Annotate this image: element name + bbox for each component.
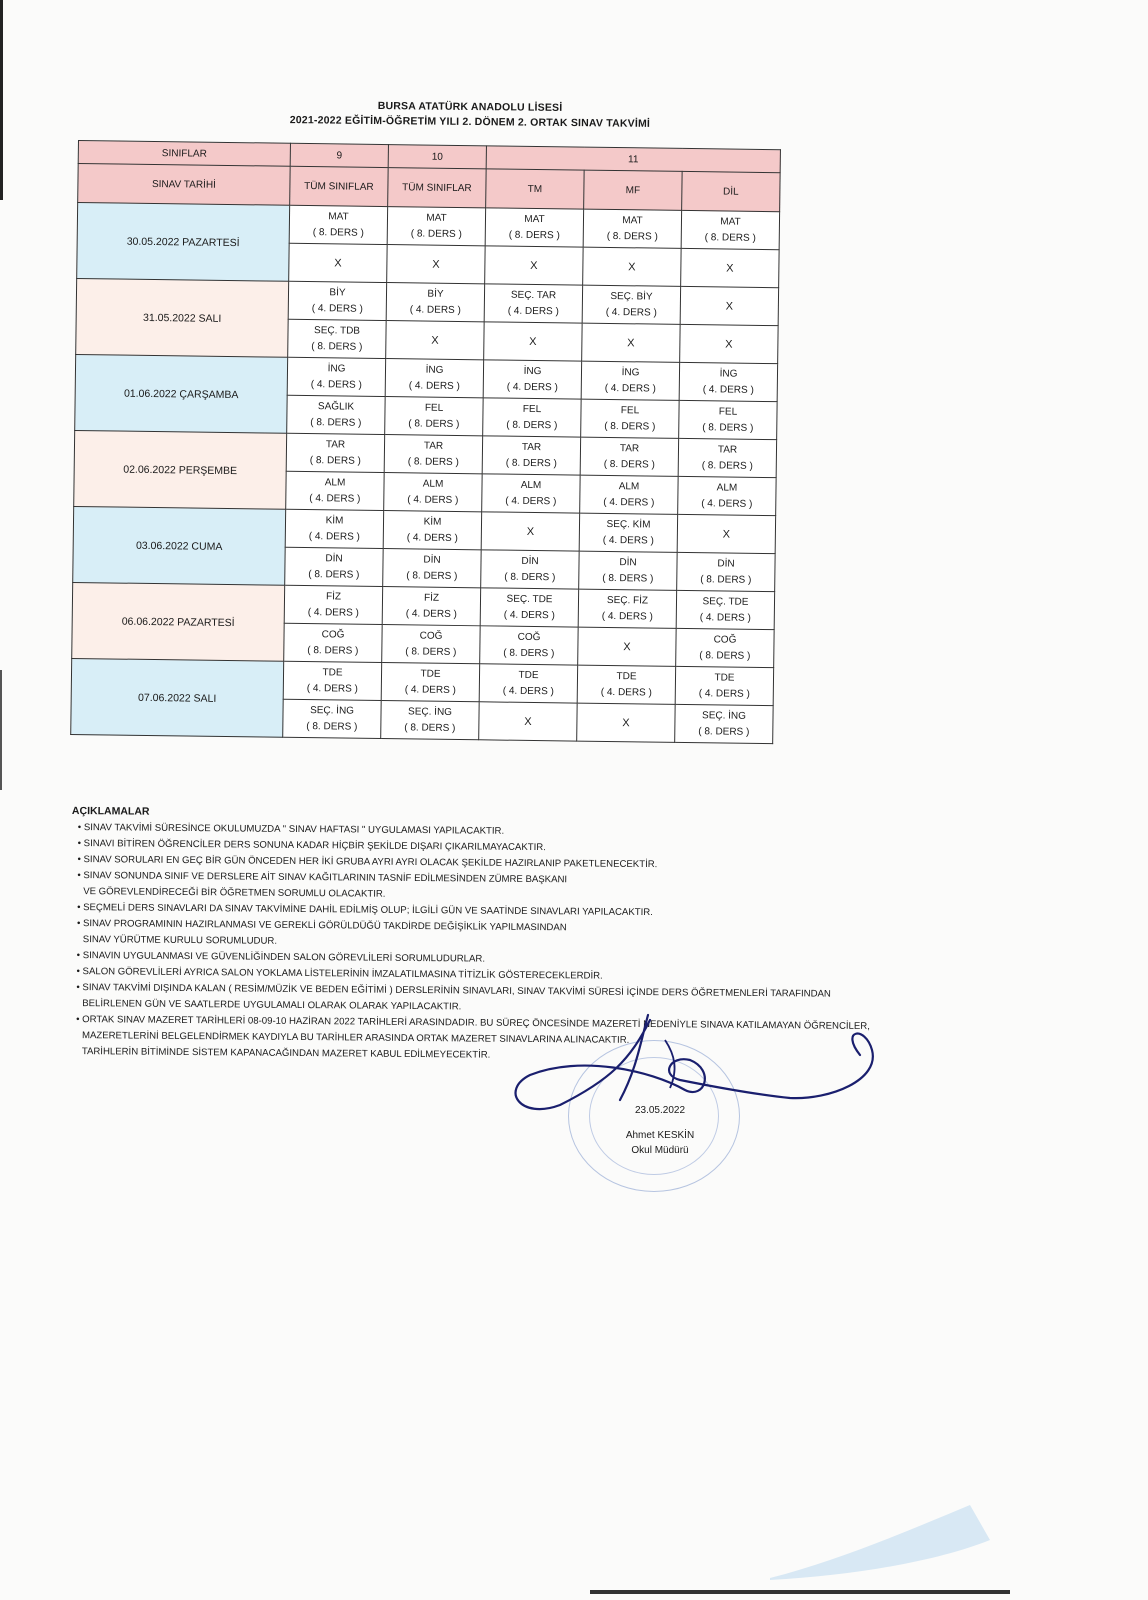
exam-cell: SEÇ. İNG ( 8. DERS ) bbox=[381, 701, 479, 740]
document-header bbox=[140, 97, 800, 134]
exam-cell: İNG ( 4. DERS ) bbox=[679, 362, 777, 401]
bullet-icon: • bbox=[76, 950, 83, 962]
scan-smudge bbox=[760, 1500, 1000, 1580]
exam-cell: TDE ( 4. DERS ) bbox=[381, 663, 479, 702]
exam-cell: İNG ( 4. DERS ) bbox=[483, 360, 581, 399]
exam-cell: SEÇ. TAR ( 4. DERS ) bbox=[484, 284, 582, 323]
exam-cell: COĞ ( 8. DERS ) bbox=[284, 623, 382, 662]
note-line: MAZERETLERİNİ BELGELENDİRMEK KAYDIYLA BU TARİHLER ARASINDA ORTAK MAZERET SINAVLARINA ALINACAKTIR. bbox=[81, 1030, 630, 1046]
bullet-icon: • bbox=[77, 838, 84, 850]
exam-cell: İNG ( 4. DERS ) bbox=[287, 357, 385, 396]
exam-cell: X bbox=[386, 321, 484, 360]
note-line: TARİHLERİN BİTİMİNDE SİSTEM KAPANACAĞINDAN MAZERET KABUL EDİLMEYECEKTİR. bbox=[81, 1046, 491, 1061]
exam-cell: MAT ( 8. DERS ) bbox=[485, 208, 583, 247]
exam-cell: X bbox=[582, 323, 680, 362]
exam-cell: X bbox=[578, 627, 676, 666]
bullet-icon: • bbox=[76, 982, 83, 994]
col-header: MF bbox=[584, 170, 683, 210]
exam-cell: TDE ( 4. DERS ) bbox=[577, 665, 675, 704]
exam-cell: MAT ( 8. DERS ) bbox=[387, 207, 485, 246]
exam-date-cell: 31.05.2022 SALI bbox=[76, 278, 289, 357]
note-line: SINAV SORULARI EN GEÇ BİR GÜN ÖNCEDEN HER İKİ GRUBA AYRI AYRI OLACAK ŞEKİLDE HAZIRLANIP PAKETLENECEKTİR. bbox=[83, 854, 658, 871]
exam-cell: MAT ( 8. DERS ) bbox=[583, 209, 681, 248]
exam-cell: COĞ ( 8. DERS ) bbox=[480, 626, 578, 665]
exam-date-cell: 02.06.2022 PERŞEMBE bbox=[74, 430, 287, 509]
exam-cell: DİN ( 8. DERS ) bbox=[677, 552, 775, 591]
exam-cell: DİN ( 8. DERS ) bbox=[481, 550, 579, 589]
corner-exam-date: SINAV TARİHİ bbox=[78, 164, 290, 206]
scan-bottom-edge bbox=[590, 1590, 1010, 1594]
exam-cell: DİN ( 8. DERS ) bbox=[285, 547, 383, 586]
exam-schedule bbox=[70, 140, 780, 744]
note-line: BELİRLENEN GÜN VE SAATLERDE UYGULAMALI OLARAK OLARAK YAPILACAKTIR. bbox=[82, 998, 462, 1013]
note-line: SINAV PROGRAMININ HAZIRLANMASI VE GEREKLİ GÖRÜLDÜĞÜ TAKDİRDE DEĞİŞİKLİK YAPILMASINDAN bbox=[82, 918, 567, 934]
exam-cell: X bbox=[479, 702, 577, 741]
schedule-title: 2021-2022 EĞİTİM-ÖĞRETİM YILI 2. DÖNEM 2. ORTAK SINAV TAKVİMİ bbox=[289, 114, 651, 130]
exam-cell: FİZ ( 4. DERS ) bbox=[284, 585, 382, 624]
exam-cell: ALM ( 4. DERS ) bbox=[384, 473, 482, 512]
exam-cell: X bbox=[481, 512, 579, 551]
bullet-icon: • bbox=[77, 822, 84, 834]
exam-cell: FEL ( 8. DERS ) bbox=[679, 400, 777, 439]
note-line: SINAVI BİTİREN ÖĞRENCİLER DERS SONUNA KADAR HİÇBİR ŞEKİLDE DIŞARI ÇIKARILMAYACAKTIR. bbox=[83, 838, 546, 854]
corner-classes: SINIFLAR bbox=[78, 141, 290, 167]
bullet-icon: • bbox=[76, 966, 83, 978]
exam-cell: X bbox=[577, 703, 675, 742]
exam-cell: X bbox=[680, 286, 778, 325]
grade-9-header: 9 bbox=[290, 143, 388, 167]
explanations-title: AÇIKLAMALAR bbox=[71, 805, 150, 818]
exam-cell: SEÇ. KİM ( 4. DERS ) bbox=[579, 513, 677, 552]
note-line: ORTAK SINAV MAZERET TARİHLERİ 08-09-10 HAZİRAN 2022 TARİHLERİ ARASINDADIR. BU SÜREÇ ÖNCESİNDE MAZERETİ NEDENİYLE SINAVA KATILAMAYAN ÖĞRENCİLER, bbox=[82, 1014, 870, 1032]
bullet-icon: • bbox=[77, 854, 84, 866]
note-line: SINAV TAKVİMİ DIŞINDA KALAN ( RESİM/MÜZİK VE BEDEN EĞİTİMİ ) DERSLERİNİN SINAVLARI, SINAV TAKVİMİ SÜRESİ İÇİNDE DERS ÖĞRETMENLERİ TARAFINDAN bbox=[82, 982, 831, 1000]
note-line: VE GÖREVLENDİRECEĞİ BİR ÖĞRETMEN SORUMLU OLACAKTIR. bbox=[83, 886, 386, 900]
signature-block bbox=[600, 1103, 720, 1158]
table-row bbox=[73, 506, 775, 553]
exam-cell: ALM ( 4. DERS ) bbox=[482, 474, 580, 513]
exam-cell: FEL ( 8. DERS ) bbox=[483, 398, 581, 437]
table-row bbox=[71, 658, 773, 705]
exam-cell: X bbox=[583, 247, 681, 286]
bullet-icon: • bbox=[76, 918, 84, 930]
exam-cell: COĞ ( 8. DERS ) bbox=[382, 625, 480, 664]
scan-left-edge bbox=[0, 670, 2, 790]
school-name: BURSA ATATÜRK ANADOLU LİSESİ bbox=[377, 100, 563, 114]
note-line: SALON GÖREVLİLERİ AYRICA SALON YOKLAMA LİSTELERİNİN İMZALATILMASINA TİTİZLİK GÖSTERECEKLERDİR. bbox=[82, 966, 603, 982]
grade-10-header: 10 bbox=[388, 145, 486, 169]
exam-cell: KİM ( 4. DERS ) bbox=[383, 511, 481, 550]
exam-cell: ALM ( 4. DERS ) bbox=[678, 476, 776, 515]
exam-date-cell: 03.06.2022 CUMA bbox=[73, 506, 286, 585]
exam-cell: SEÇ. BİY ( 4. DERS ) bbox=[582, 285, 680, 324]
col-header: DİL bbox=[682, 171, 781, 211]
exam-cell: BİY ( 4. DERS ) bbox=[288, 281, 386, 320]
schedule-body bbox=[71, 203, 780, 744]
table-row bbox=[77, 203, 779, 250]
col-header: TÜM SINIFLAR bbox=[290, 166, 389, 206]
exam-date-cell: 07.06.2022 SALI bbox=[71, 658, 284, 737]
col-header: TÜM SINIFLAR bbox=[388, 168, 487, 208]
note-line: SINAV TAKVİMİ SÜRESİNCE OKULUMUZDA " SINAV HAFTASI " UYGULAMASI YAPILACAKTIR. bbox=[83, 822, 505, 837]
table-row bbox=[74, 430, 776, 477]
exam-cell: İNG ( 4. DERS ) bbox=[581, 361, 679, 400]
exam-cell: SEÇ. İNG ( 8. DERS ) bbox=[283, 699, 381, 738]
exam-cell: ALM ( 4. DERS ) bbox=[580, 475, 678, 514]
note-line: SEÇMELİ DERS SINAVLARI DA SINAV TAKVİMİNE DAHİL EDİLMİŞ OLUP; İLGİLİ GÜN VE SAATİNDE SINAVLARI YAPILACAKTIR. bbox=[83, 902, 653, 919]
exam-cell: MAT ( 8. DERS ) bbox=[681, 210, 779, 249]
table-row bbox=[72, 582, 774, 629]
exam-cell: BİY ( 4. DERS ) bbox=[386, 283, 484, 322]
exam-cell: X bbox=[485, 246, 583, 285]
exam-date-cell: 30.05.2022 PAZARTESİ bbox=[77, 203, 290, 282]
signature-date: 23.05.2022 bbox=[634, 1105, 686, 1116]
exam-cell: TAR ( 8. DERS ) bbox=[286, 433, 384, 472]
exam-cell: FEL ( 8. DERS ) bbox=[581, 399, 679, 438]
exam-cell: TDE ( 4. DERS ) bbox=[675, 666, 773, 705]
exam-cell: FİZ ( 4. DERS ) bbox=[382, 587, 480, 626]
principal-title: Okul Müdürü bbox=[631, 1145, 689, 1156]
exam-cell: ALM ( 4. DERS ) bbox=[286, 471, 384, 510]
exam-cell: X bbox=[680, 324, 778, 363]
exam-cell: TAR ( 8. DERS ) bbox=[384, 435, 482, 474]
col-header: TM bbox=[486, 169, 585, 209]
exam-cell: SEÇ. FİZ ( 4. DERS ) bbox=[578, 589, 676, 628]
exam-cell: MAT ( 8. DERS ) bbox=[289, 205, 387, 244]
bullet-icon: • bbox=[77, 870, 84, 882]
scan-left-edge bbox=[0, 0, 3, 200]
exam-cell: X bbox=[677, 514, 775, 553]
note-line: SINAV SONUNDA SINIF VE DERSLERE AİT SINAV KAĞITLARININ TASNİF EDİLMESİNDEN ZÜMRE BAŞKANI bbox=[83, 870, 568, 886]
bullet-icon: • bbox=[77, 902, 84, 914]
table-row bbox=[75, 354, 777, 401]
exam-cell: TDE ( 4. DERS ) bbox=[479, 664, 577, 703]
exam-cell: TAR ( 8. DERS ) bbox=[482, 436, 580, 475]
exam-cell: İNG ( 4. DERS ) bbox=[385, 359, 483, 398]
exam-date-cell: 01.06.2022 ÇARŞAMBA bbox=[75, 354, 288, 433]
exam-cell: DİN ( 8. DERS ) bbox=[579, 551, 677, 590]
note-line: SINAV YÜRÜTME KURULU SORUMLUDUR. bbox=[82, 934, 278, 947]
exam-cell: KİM ( 4. DERS ) bbox=[285, 509, 383, 548]
schedule-table bbox=[70, 140, 781, 744]
exam-cell: X bbox=[484, 322, 582, 361]
principal-name: Ahmet KESKİN bbox=[625, 1130, 695, 1141]
exam-cell: FEL ( 8. DERS ) bbox=[385, 397, 483, 436]
exam-cell: COĞ ( 8. DERS ) bbox=[676, 628, 774, 667]
principal-signature bbox=[500, 1000, 900, 1120]
note-line: SINAVIN UYGULANMASI VE GÜVENLİĞİNDEN SALON GÖREVLİLERİ SORUMLUDURLAR. bbox=[82, 950, 486, 965]
exam-cell: X bbox=[681, 248, 779, 287]
exam-date-cell: 06.06.2022 PAZARTESİ bbox=[72, 582, 285, 661]
exam-cell: SEÇ. TDB ( 8. DERS ) bbox=[288, 319, 386, 358]
exam-cell: SEÇ. TDE ( 4. DERS ) bbox=[480, 588, 578, 627]
exam-cell: TDE ( 4. DERS ) bbox=[283, 661, 381, 700]
exam-cell: SAĞLIK ( 8. DERS ) bbox=[287, 395, 385, 434]
grade-11-header: 11 bbox=[486, 146, 780, 173]
bullet-icon: • bbox=[76, 1014, 83, 1026]
exam-cell: SEÇ. TDE ( 4. DERS ) bbox=[676, 590, 774, 629]
exam-cell: SEÇ. İNG ( 8. DERS ) bbox=[675, 704, 773, 743]
exam-cell: X bbox=[289, 243, 387, 282]
exam-cell: DİN ( 8. DERS ) bbox=[383, 549, 481, 588]
exam-cell: TAR ( 8. DERS ) bbox=[678, 438, 776, 477]
exam-cell: X bbox=[387, 245, 485, 284]
exam-cell: TAR ( 8. DERS ) bbox=[580, 437, 678, 476]
table-row bbox=[76, 278, 778, 325]
